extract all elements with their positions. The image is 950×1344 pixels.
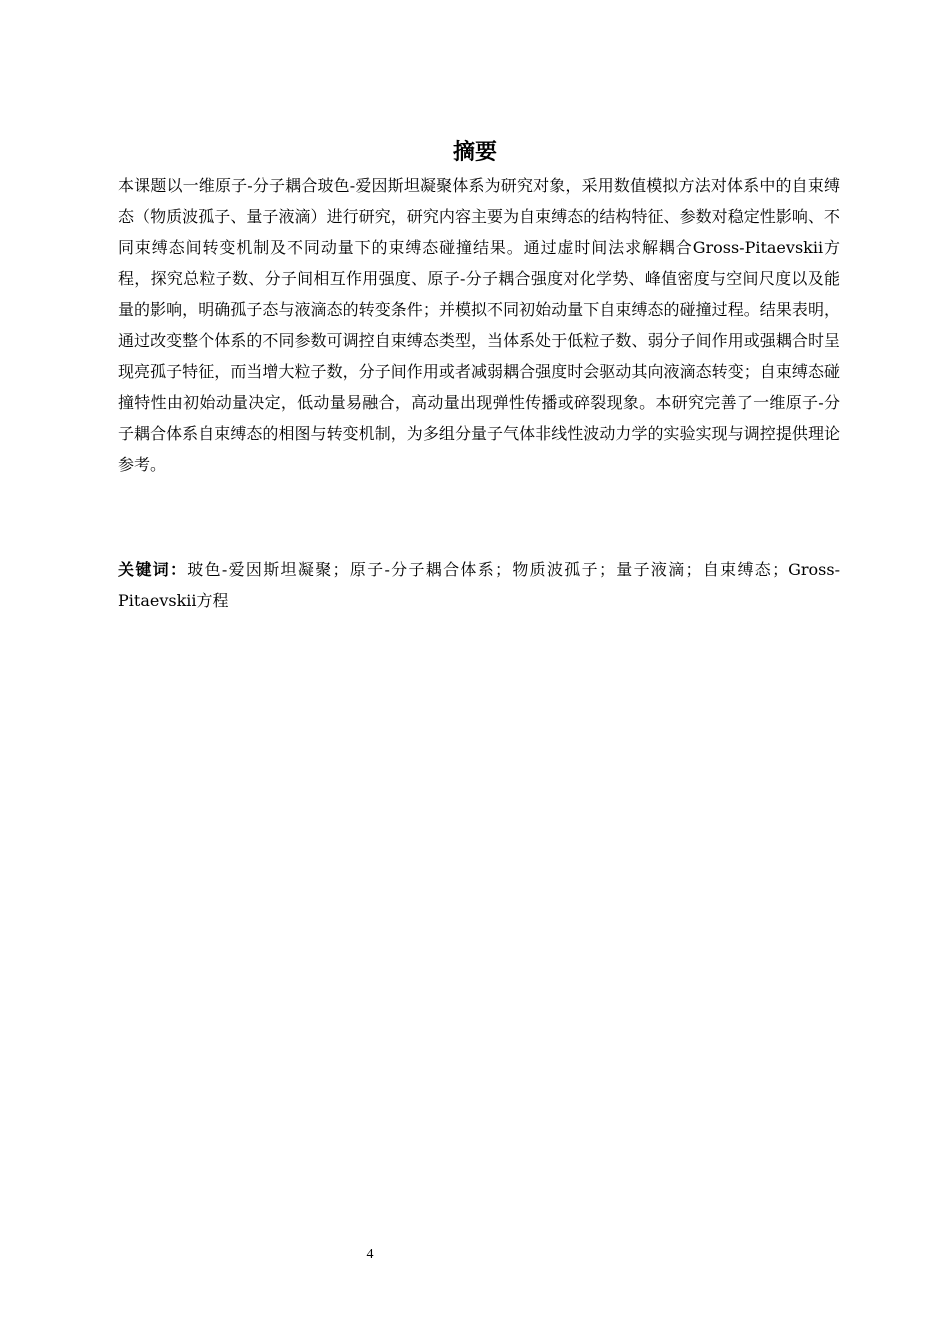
page-number: 4 [366, 1247, 374, 1262]
keywords-label: 关键词： [118, 560, 188, 579]
keywords-text: 玻色-爱因斯坦凝聚；原子-分子耦合体系；物质波孤子；量子液滴；自束缚态；Gross-Pitaevskii方程 [118, 560, 840, 610]
keywords-paragraph [118, 554, 840, 616]
abstract-title: 摘要 [452, 140, 497, 165]
abstract-body: 本课题以一维原子-分子耦合玻色-爱因斯坦凝聚体系为研究对象，采用数值模拟方法对体系中的自束缚态（物质波孤子、量子液滴）进行研究，研究内容主要为自束缚态的结构特征、参数对稳定性影响、不同束缚态间转变机制及不同动量下的束缚态碰撞结果。通过虚时间法求解耦合Gross-Pitaevskii方程，探究总粒子数、分子间相互作用强度、原子-分子耦合强度对化学势、峰值密度与空间尺度以及能量的影响，明确孤子态与液滴态的转变条件；并模拟不同初始动量下自束缚态的碰撞过程。结果表明，通过改变整个体系的不同参数可调控自束缚态类型，当体系处于低粒子数、弱分子间作用或强耦合时呈现亮孤子特征，而当增大粒子数，分子间作用或者减弱耦合强度时会驱动其向液滴态转变；自束缚态碰撞特性由初始动量决定，低动量易融合，高动量出现弹性传播或碎裂现象。本研究完善了一维原子-分子耦合体系自束缚态的相图与转变机制，为多组分量子气体非线性波动力学的实验实现与调控提供理论参考。 [118, 176, 840, 474]
